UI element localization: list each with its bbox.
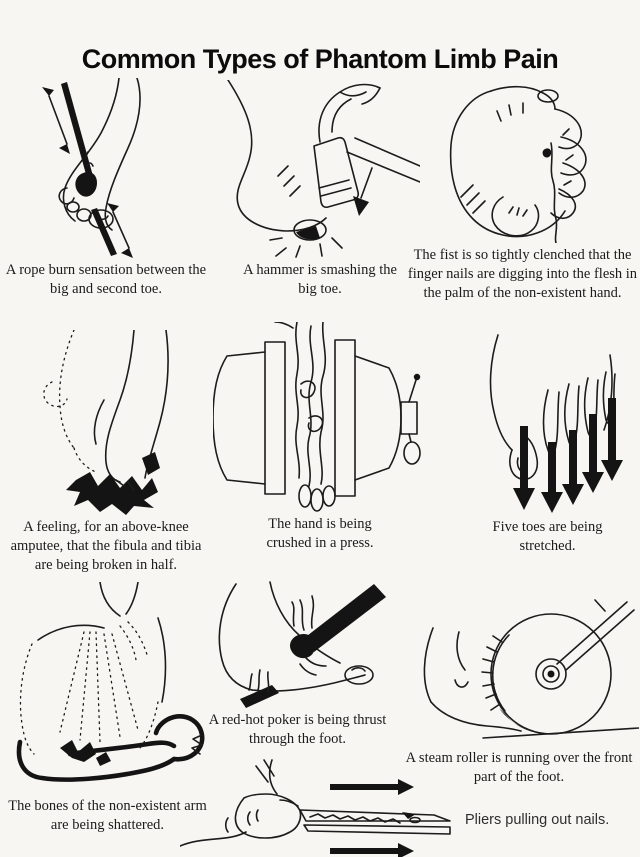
caption-clenched-fist: The fist is so tightly clenched that the finger nails are digging into the flesh in the palm of the non-existent hand. [407,247,638,302]
shattered-arm-illustration [8,582,208,794]
caption-shattered-arm: The bones of the non-existent arm are being shattered. [8,798,207,834]
hammer-illustration [220,80,420,258]
stretched-toes-illustration [460,330,635,515]
pliers-illustration [180,758,465,857]
caption-steam-roller: A steam roller is running over the front part of the foot. [405,750,633,786]
caption-hand-press: The hand is being crushed in a press. [266,516,374,552]
hand-press-illustration [213,322,428,512]
panel-broken-leg [0,330,212,575]
panel-rope-burn [0,78,212,299]
caption-hammer: A hammer is smashing the big toe. [243,262,397,298]
panel-stretched-toes [455,330,640,556]
panel-hand-press [212,322,428,553]
clenched-fist-illustration [433,85,613,243]
panel-red-hot-poker [205,578,390,749]
caption-rope-burn: A rope burn sensation between the big and second toe. [5,262,207,298]
steam-roller-illustration [399,598,639,746]
page-title: Common Types of Phantom Limb Pain [81,44,559,75]
caption-stretched-toes: Five toes are being stretched. [492,519,603,555]
panel-clenched-fist [405,85,640,303]
broken-leg-illustration [16,330,196,515]
caption-red-hot-poker: A red-hot poker is being thrust through the foot. [208,712,387,748]
red-hot-poker-illustration [208,578,388,708]
rope-burn-illustration [11,78,201,258]
caption-broken-leg: A feeling, for an above-knee amputee, that the fibula and tibia are being broken in half. [10,519,202,574]
panel-hammer [215,80,425,299]
caption-pliers: Pliers pulling out nails. [465,812,610,828]
